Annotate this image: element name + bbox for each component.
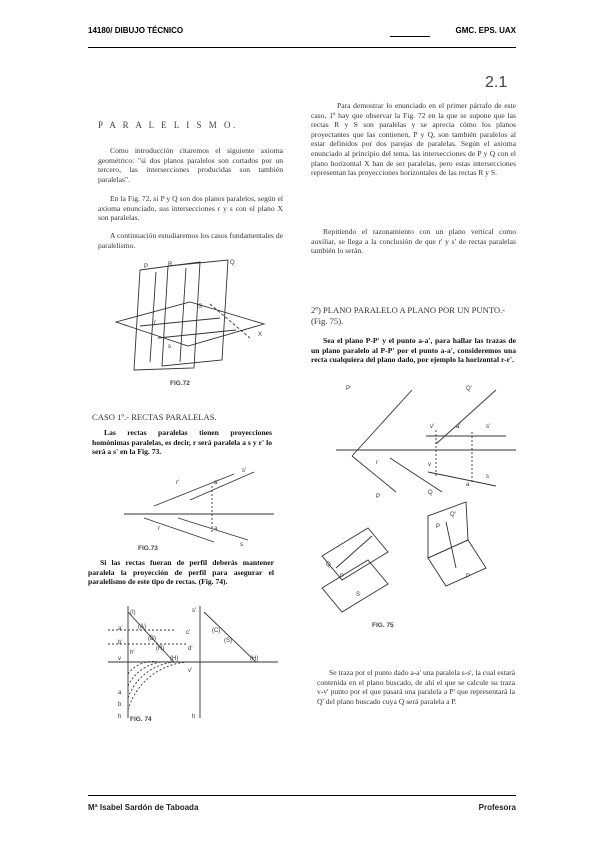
label-q: Q <box>230 260 235 266</box>
label-s-small: s <box>168 344 171 350</box>
label-s1: s' <box>486 424 491 430</box>
label-vv: v' <box>188 668 193 674</box>
profile-paragraph: Si las rectas fueran de perfil deberás mantener paralela la proyección de perfil para asegurar el paralelismo de este tipo de rectas. (Fig. 74). <box>88 558 274 587</box>
label-p3: P <box>436 524 441 530</box>
label-q1: Q' <box>466 386 472 392</box>
fig74-caption: FIG. 74 <box>130 716 152 723</box>
fig73-caption: FIG.73 <box>138 545 158 552</box>
case1-paragraph: Las rectas paralelas tienen proyecciones homónimas paralelas, es decir, r será paralela a s y r' lo será a s' en la Fig. 73. <box>92 428 272 457</box>
profile-line-s <box>204 612 259 662</box>
final-paragraph: Se traza por el punto dado a-a' una paralela s-s', la cual estará contenida en el plano buscado, de ahí el que se calcule su traza v-v' punto por el que pasará una paralela a P' que representará la Q' del plano buscado cuya Q será paralela a P. <box>317 668 515 706</box>
label-a: a <box>466 482 470 488</box>
footer-rule <box>88 795 516 796</box>
label-s2: S <box>356 592 361 598</box>
line-s <box>178 518 248 540</box>
figure-72 <box>110 258 270 383</box>
line-s-intersection <box>158 330 236 338</box>
header-underline <box>390 36 430 37</box>
label-r: R <box>168 262 173 268</box>
label-q3: Q' <box>450 512 456 518</box>
label-b: (B) <box>148 636 156 642</box>
label-b1: b' <box>118 640 123 646</box>
label-x: X <box>258 332 263 338</box>
label-h2: (H) <box>250 656 259 662</box>
label-p1: P' <box>346 386 352 392</box>
label-v1: v' <box>430 424 435 430</box>
label-p: P <box>144 264 149 270</box>
trace-p <box>352 456 396 492</box>
fig72-paragraph: En la Fig. 72, si P y Q son dos planos paralelos, según el axioma enunciado, sus intersecciones r y s con el plano X son paralelas. <box>98 194 283 223</box>
label-v: v <box>118 656 121 662</box>
reason-paragraph: Repitiendo el razonamiento con un plano vertical como auxiliar, se llega a la conclusión de que r' y s' de rectas paralelas también lo serán. <box>311 227 516 256</box>
line-r-vertical <box>150 272 156 362</box>
label-c: (C) <box>212 628 221 634</box>
label-r: r <box>158 526 160 532</box>
label-b2: b <box>118 702 122 708</box>
label-r-small: r <box>154 320 156 326</box>
figure-75 <box>316 382 516 618</box>
label-s: s <box>240 542 243 548</box>
author-label: Mª Isabel Sardón de Taboada <box>88 803 199 812</box>
plane-x <box>116 302 264 346</box>
line-r-intersection <box>140 318 220 326</box>
section-title: P A R A L E L I S M O. <box>98 120 238 130</box>
course-label: 14180/ DIBUJO TÉCNICO <box>88 26 184 35</box>
line-r <box>144 518 214 542</box>
perspective-line <box>336 536 372 568</box>
perspective-plane-h <box>428 540 486 586</box>
label-r: (R) <box>156 646 165 652</box>
label-q2: Q <box>326 562 331 568</box>
label-v: v <box>428 462 431 468</box>
label-s: (S) <box>224 638 232 644</box>
label-a2: a <box>118 690 122 696</box>
line-r1 <box>154 474 234 506</box>
trace-p1 <box>352 390 412 456</box>
role-label: Profesora <box>478 803 516 812</box>
label-s1: s' <box>192 608 197 614</box>
case1-title: CASO 1º.- RECTAS PARALELAS. <box>92 412 217 422</box>
line-s-vertical <box>180 268 186 362</box>
label-d1: d' <box>188 646 193 652</box>
perspective-s <box>446 522 456 568</box>
page-number: 2.1 <box>485 74 508 91</box>
label-p4: P <box>466 574 471 580</box>
figure-73 <box>124 466 274 546</box>
school-label: GMC. EPS. UAX <box>455 26 516 35</box>
label-r: r <box>376 460 378 466</box>
cases-paragraph: A continuación estudiaremos los casos fundamentales de paralelismo. <box>98 231 283 250</box>
label-h4: h <box>192 714 196 720</box>
fig72-caption: FIG.72 <box>170 380 190 387</box>
label-s: s <box>486 474 489 480</box>
hidden-edge <box>210 304 250 338</box>
label-s: S <box>198 304 203 310</box>
fig75-caption: FIG. 75 <box>372 622 394 629</box>
label-a1: a' <box>118 626 123 632</box>
label-a1: a' <box>214 480 219 486</box>
label-c1: c' <box>186 630 191 636</box>
figure-74 <box>108 606 278 726</box>
label-q: Q <box>428 490 433 496</box>
rotation-arcs <box>128 661 194 710</box>
label-a: (A) <box>138 624 146 630</box>
label-a1: a' <box>456 424 461 430</box>
label-i: (I) <box>130 610 136 616</box>
trace-q <box>390 458 442 492</box>
label-h: (H) <box>170 656 179 662</box>
intro-paragraph: Como introducción citaremos el siguiente axioma geométrico: "si dos planos paralelos son cortados por un tercero, las intersecciones producidas son también paralelas". <box>98 146 283 184</box>
label-r1: r' <box>176 480 180 486</box>
label-h1: h' <box>130 650 135 656</box>
label-a: a <box>214 526 218 532</box>
header-rule <box>88 47 516 48</box>
label-s1: s' <box>242 468 247 474</box>
demo-paragraph: Para demostrar lo enunciado en el primer párrafo de este caso, 1º hay que observar la Fig. 72 en la que se supone que las rectas R y S son paralelas y se aprecia cómo los planos proyectantes que las contienen, P y Q, son también paralelos al estar definidos por dos parejas de paralelas. Según el axioma enunciado al principio del tema, las intersecciones de P y Q con el plano horizontal X han de ser paralelas, pero estas intersecciones representan las proyecciones horizontales de las rectas R y S. <box>311 101 516 178</box>
label-p2: P <box>340 574 345 580</box>
case2-paragraph: Sea el plano P-P' y el punto a-a', para hallar las trazas de un plano paralelo al P-P' por el punto a-a', consideremos una recta cualquiera del plano dado, por ejemplo la horizontal r-r'. <box>311 336 516 365</box>
line-s1 <box>190 472 254 500</box>
case2-title: 2º) PLANO PARALELO A PLANO POR UN PUNTO.- (Fig. 75). <box>311 305 506 326</box>
label-p: P <box>376 494 381 500</box>
label-h3: h <box>118 714 122 720</box>
